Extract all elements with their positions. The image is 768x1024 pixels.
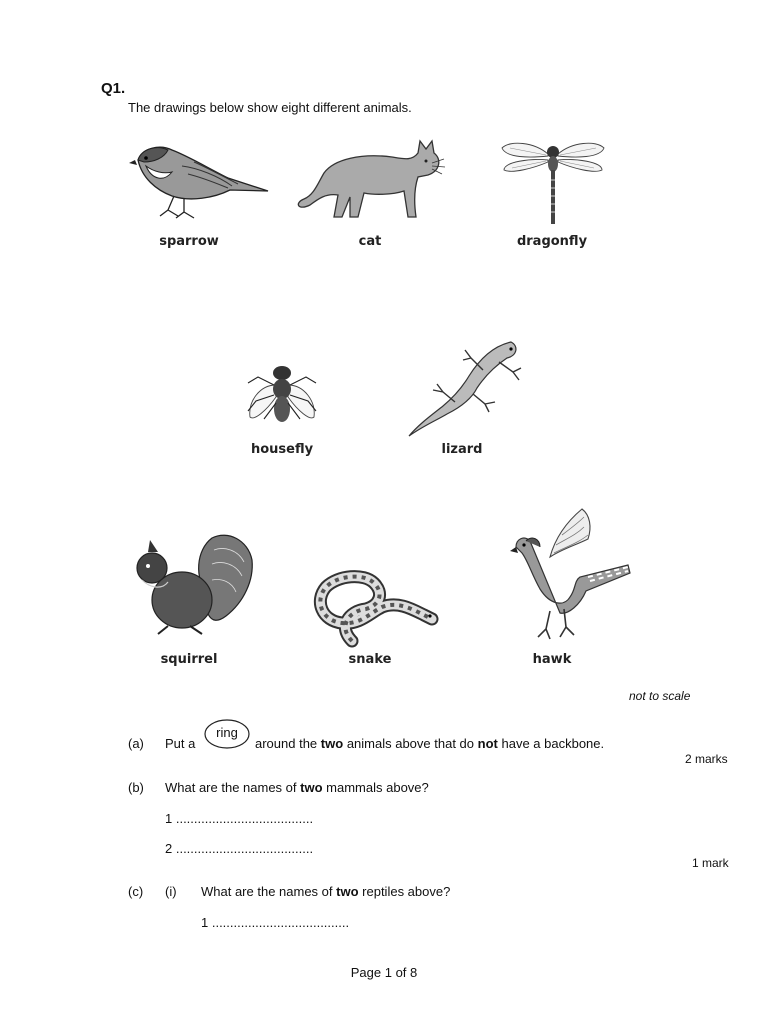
label-hawk: hawk	[532, 652, 572, 667]
part-c-question	[201, 884, 450, 899]
part-c-text-1: What are the names of	[201, 884, 333, 899]
ring-word: ring	[216, 725, 238, 740]
housefly-drawing	[240, 355, 325, 435]
part-b-two: two	[300, 780, 323, 795]
label-squirrel: squirrel	[160, 652, 218, 667]
part-b-text-2: mammals above?	[326, 780, 429, 795]
part-a-marks: 2 marks	[685, 752, 728, 766]
label-sparrow: sparrow	[159, 234, 219, 249]
question-number: Q1.	[101, 80, 126, 97]
label-cat: cat	[358, 234, 382, 249]
page-footer: Page 1 of 8	[350, 965, 418, 980]
part-a-two: two	[320, 736, 344, 751]
part-b-text-1: What are the names of	[165, 780, 297, 795]
label-lizard: lizard	[441, 442, 483, 457]
part-c-label: (c)	[128, 884, 144, 899]
question-intro: The drawings below show eight different animals.	[128, 100, 412, 115]
snake-drawing	[308, 553, 438, 645]
part-a-label: (a)	[128, 736, 144, 751]
label-dragonfly: dragonfly	[516, 234, 588, 249]
label-housefly: housefly	[250, 442, 314, 457]
part-b-answer-1[interactable]: 1 ......................................	[165, 811, 314, 826]
part-c-sub-label: (i)	[165, 884, 177, 899]
part-a-text-1: around the	[255, 736, 318, 751]
part-c-answer-1[interactable]: 1 ......................................	[201, 915, 350, 930]
part-b-marks: 1 mark	[692, 856, 729, 870]
label-snake: snake	[348, 652, 392, 667]
part-a-not: not	[477, 736, 498, 751]
dragonfly-drawing	[500, 138, 606, 228]
squirrel-drawing	[128, 530, 256, 640]
cat-drawing	[292, 133, 447, 223]
sparrow-drawing	[128, 138, 273, 223]
part-a-put-a: Put a	[165, 736, 196, 751]
scale-note: not to scale	[629, 689, 691, 703]
part-b-question	[165, 780, 429, 795]
part-c-two: two	[336, 884, 359, 899]
part-a-question	[255, 736, 604, 751]
hawk-drawing	[510, 505, 632, 645]
part-a-text-3: have a backbone.	[501, 736, 605, 751]
part-b-label: (b)	[128, 780, 144, 795]
part-b-answer-2[interactable]: 2 ......................................	[165, 841, 314, 856]
part-a-text-2: animals above that do	[346, 736, 475, 751]
lizard-drawing	[403, 332, 525, 440]
part-c-text-2: reptiles above?	[362, 884, 451, 899]
